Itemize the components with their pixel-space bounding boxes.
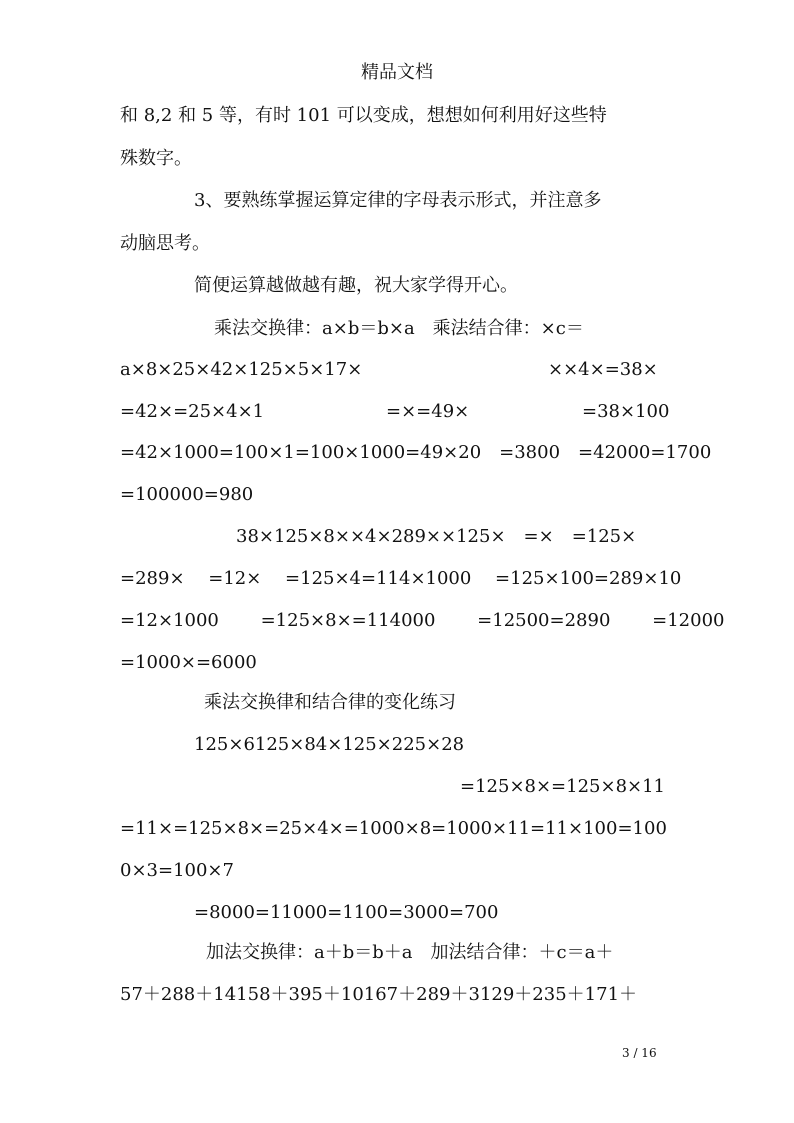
page-number: 3 / 16 (622, 1046, 657, 1060)
body-line: =1000×=6000 (120, 652, 257, 673)
body-line: =289× =12× =125×4=114×1000 =125×100=289×10 (120, 568, 682, 589)
body-line: =38×100 (582, 401, 670, 422)
page-header-title: 精品文档 (361, 62, 433, 83)
body-line: =42×=25×4×1 (120, 401, 265, 422)
body-line: =100000=980 (120, 484, 254, 505)
body-line: 动脑思考。 (120, 233, 210, 254)
body-line: =11×=125×8×=25×4×=1000×8=1000×11=11×100=100 (120, 818, 667, 839)
body-line: 3、要熟练掌握运算定律的字母表示形式，并注意多 (194, 190, 602, 211)
body-line: 加法交换律：a＋b＝b＋a 加法结合律：＋c＝a＋ (206, 942, 614, 963)
body-line: 125×6125×84×125×225×28 (194, 734, 465, 755)
body-line: 简便运算越做越有趣，祝大家学得开心。 (194, 275, 518, 296)
section-heading: 乘法交换律和结合律的变化练习 (204, 692, 456, 713)
body-line: =42×1000=100×1=100×1000=49×20 =3800 =42000=1700 (120, 442, 712, 463)
body-line: 乘法交换律：a×b＝b×a 乘法结合律：×c＝ (214, 318, 584, 339)
body-line: =12×1000 =125×8×=114000 =12500=2890 =12000 (120, 610, 725, 631)
body-line: 0×3=100×7 (120, 860, 234, 881)
body-line: =8000=11000=1100=3000=700 (194, 902, 499, 923)
body-line: =×=49× (386, 401, 470, 422)
body-line: 和 8,2 和 5 等，有时 101 可以变成，想想如何利用好这些特 (120, 105, 607, 126)
body-line: 38×125×8××4×289××125× =× =125× (236, 526, 637, 547)
body-line: 殊数字。 (120, 148, 192, 169)
body-line: =125×8×=125×8×11 (460, 776, 666, 797)
body-line: a×8×25×42×125×5×17× (120, 359, 363, 380)
body-line: ××4×=38× (548, 359, 658, 380)
body-line: 57＋288＋14158＋395＋10167＋289＋3129＋235＋171＋ (120, 984, 638, 1005)
